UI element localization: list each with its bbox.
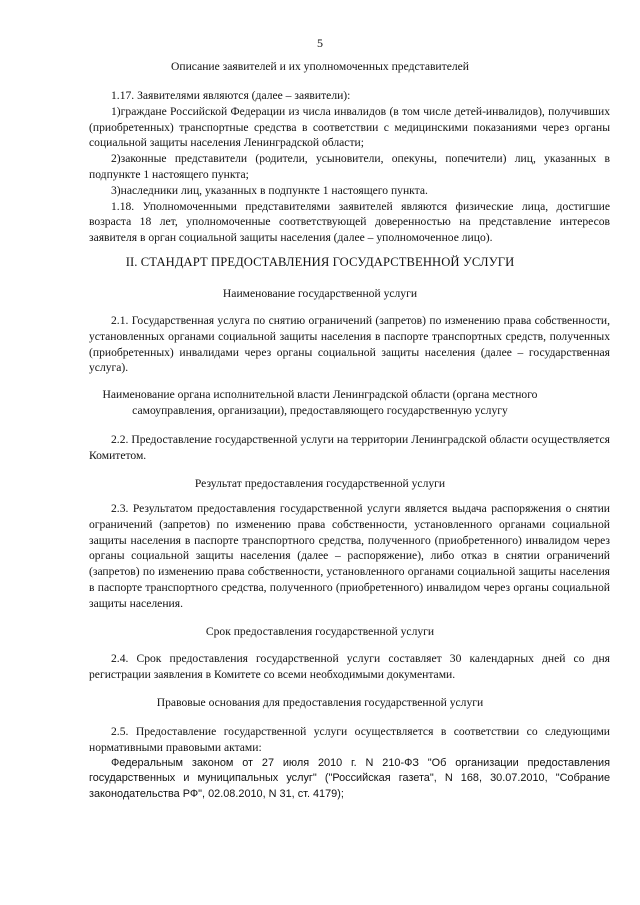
paragraph-2-4: 2.4. Срок предоставления государственной услуги составляет 30 календарных дней со дня регистрации заявления в Комитете со всеми необходимыми документами. [89,652,610,681]
applicants-section [89,88,610,246]
executive-organ-heading-line-1: Наименование органа исполнительной власти Ленинградской области (органа местного [102,388,538,401]
section-ii-heading: II. СТАНДАРТ ПРЕДОСТАВЛЕНИЯ ГОСУДАРСТВЕННОЙ УСЛУГИ [125,255,515,269]
term-section [89,651,610,683]
service-name-heading: Наименование государственной услуги [222,287,418,300]
paragraph-2-2: 2.2. Предоставление государственной услуги на территории Ленинградской области осуществляется Комитетом. [89,433,610,462]
paragraph-item-2: 2)законные представители (родители, усыновители, опекуны, попечители) лиц, указанных в подпункте 1 настоящего пункта; [89,152,610,181]
page-number: 5 [317,36,323,50]
paragraph-2-5: 2.5. Предоставление государственной услуги осуществляется в соответствии со следующими нормативными правовыми актами: [89,725,610,754]
executive-organ-section [89,432,610,464]
paragraph-item-1: 1)граждане Российской Федерации из числа инвалидов (в том числе детей-инвалидов), получивших (приобретенных) транспортные средства в соответствии с медицинскими показаниями через органы социальной защиты населения Ленинградской области; [89,104,610,150]
federal-law-reference: Федеральным законом от 27 июля 2010 г. N 210-ФЗ "Об организации предоставления государственных и муниципальных услуг" ("Российская газета", N 168, 30.07.2010, "Собрание законодательства РФ", 02.08.2010, N 31, ст. 4179); [89,756,610,801]
executive-organ-heading-line-2: самоуправления, организации), предоставляющего государственную услугу [132,404,508,417]
term-heading: Срок предоставления государственной услуги [205,625,435,638]
paragraph-item-3: 3)наследники лиц, указанных в подпункте 1 настоящего пункта. [111,183,428,197]
executive-organ-heading [40,387,600,419]
service-name-section [89,313,610,376]
result-section [89,501,610,612]
paragraph-1-17: 1.17. Заявителями являются (далее – заявители): [111,89,351,102]
applicants-heading: Описание заявителей и их уполномоченных представителей [171,60,469,73]
paragraph-1-18: 1.18. Уполномоченными представителями заявителей являются физические лица, достигшие возраста 18 лет, уполномоченные соответствующей доверенностью на представление интересов заявителя в орган социальной защиты населения (далее – уполномоченное лицо). [89,199,610,245]
legal-basis-heading: Правовые основания для предоставления государственной услуги [156,696,484,709]
paragraph-2-3: 2.3. Результатом предоставления государственной услуги является выдача распоряжения о снятии ограничений (запретов) по изменению права собственности, установленного органами социальной защиты населения в паспорте транспортного средства, полученного (приобретенного) инвалидом через органы социальной защиты населения (далее – распоряжение), либо отказ в снятии ограничений (запретов) по изменению права собственности, установленного органами социальной защиты населения в паспорте транспортного средства, полученного (приобретенного) инвалидом через органы социальной защиты населения. [89,502,610,610]
legal-basis-section [89,724,610,803]
paragraph-2-1: 2.1. Государственная услуга по снятию ограничений (запретов) по изменению права собственности, установленных органами социальной защиты населения в паспорте транспортных средств, полученных (приобретенных) инвалидами через органы социальной защиты населения (далее – государственная услуга). [89,314,610,375]
result-heading: Результат предоставления государственной услуги [194,477,446,490]
